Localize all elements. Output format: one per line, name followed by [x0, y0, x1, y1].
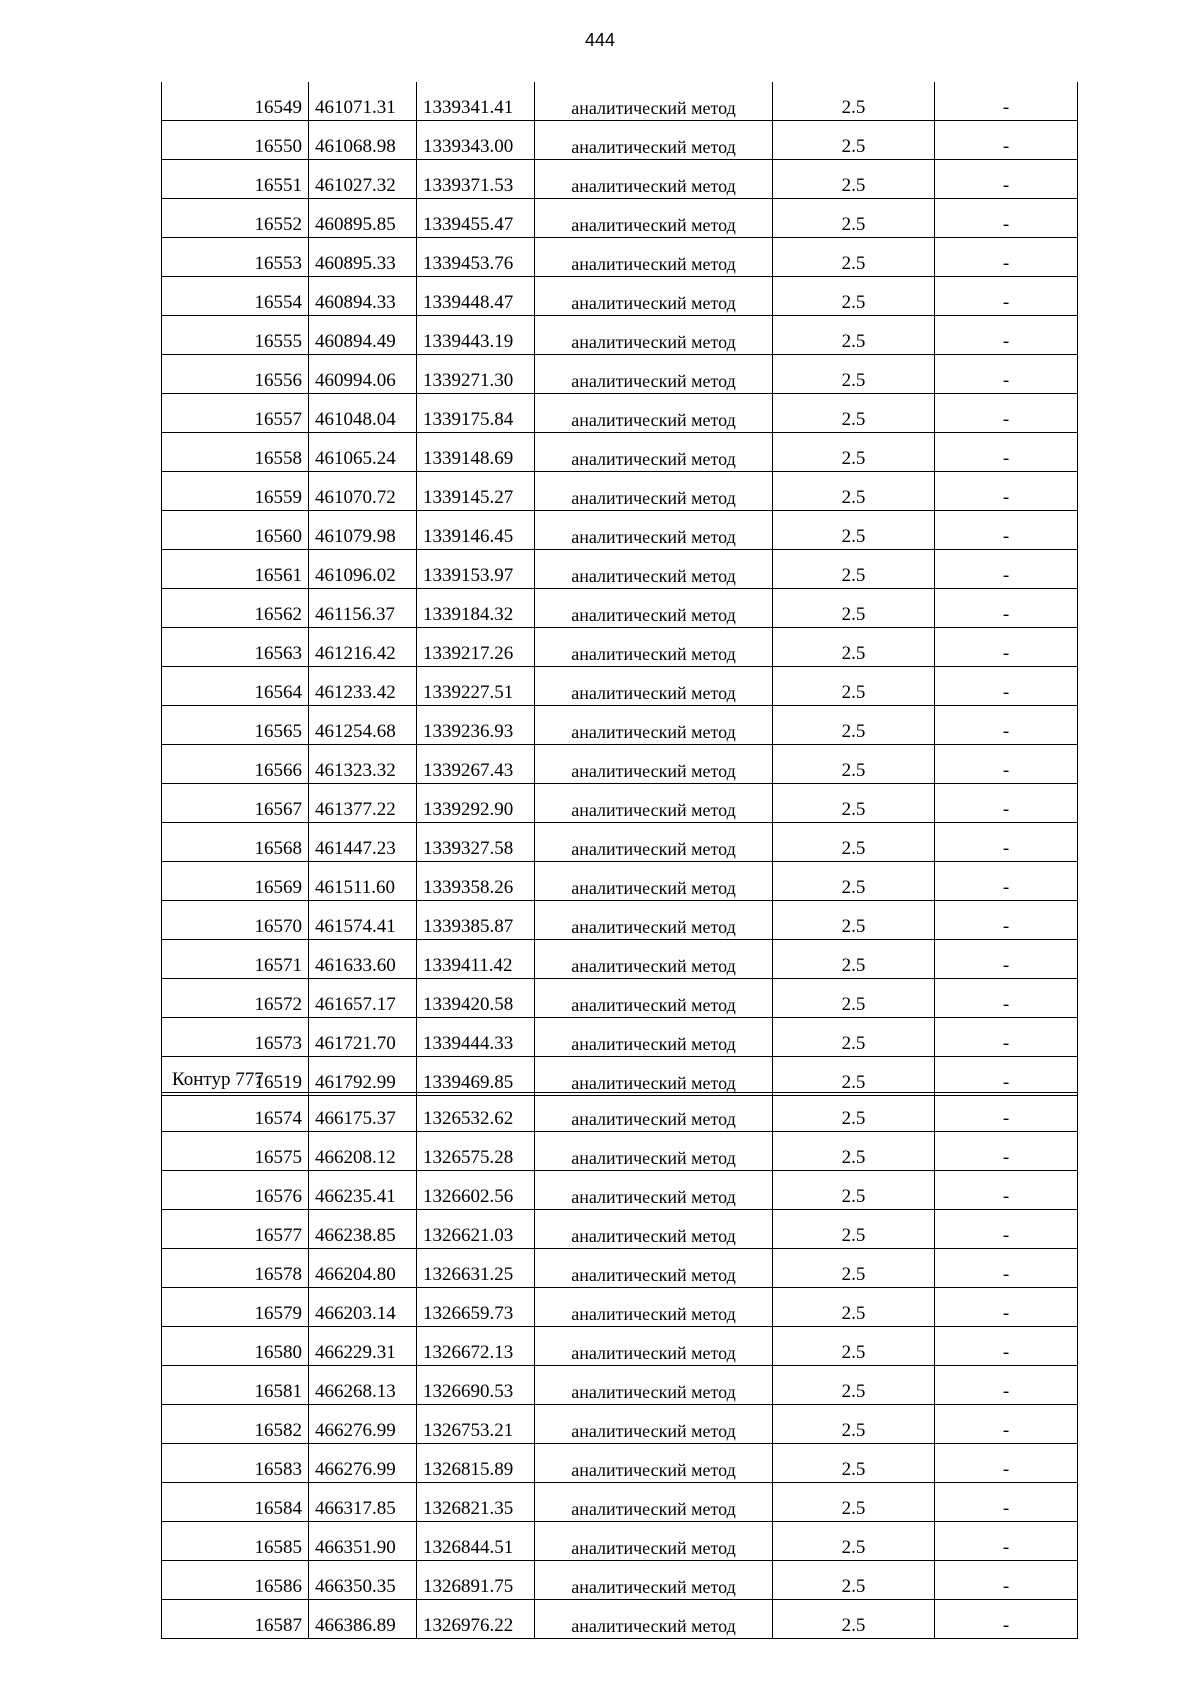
y-coordinate-cell: 1339146.45: [417, 511, 535, 550]
table-row: [162, 1444, 1078, 1483]
x-coordinate-cell: 461574.41: [309, 901, 417, 940]
description-cell: -: [935, 550, 1078, 589]
accuracy-cell: 2.5: [773, 511, 935, 550]
x-coordinate-cell: 466350.35: [309, 1561, 417, 1600]
description-cell: -: [935, 628, 1078, 667]
description-cell: -: [935, 160, 1078, 199]
method-cell: аналитический метод: [535, 1561, 773, 1600]
method-cell: аналитический метод: [535, 160, 773, 199]
accuracy-cell: 2.5: [773, 1327, 935, 1366]
accuracy-cell: 2.5: [773, 1288, 935, 1327]
table-row: [162, 1522, 1078, 1561]
accuracy-cell: 2.5: [773, 1522, 935, 1561]
method-cell: аналитический метод: [535, 589, 773, 628]
point-number-cell: 16563: [162, 628, 309, 667]
description-cell: -: [935, 745, 1078, 784]
point-number-cell: 16567: [162, 784, 309, 823]
point-number-cell: 16579: [162, 1288, 309, 1327]
accuracy-cell: 2.5: [773, 160, 935, 199]
accuracy-cell: 2.5: [773, 784, 935, 823]
accuracy-cell: 2.5: [773, 472, 935, 511]
method-cell: аналитический метод: [535, 433, 773, 472]
table-row: [162, 1057, 1078, 1096]
x-coordinate-cell: 466276.99: [309, 1444, 417, 1483]
description-cell: -: [935, 433, 1078, 472]
description-cell: -: [935, 706, 1078, 745]
y-coordinate-cell: 1339145.27: [417, 472, 535, 511]
x-coordinate-cell: 461096.02: [309, 550, 417, 589]
x-coordinate-cell: 460895.85: [309, 199, 417, 238]
description-cell: -: [935, 589, 1078, 628]
accuracy-cell: 2.5: [773, 1018, 935, 1057]
y-coordinate-cell: 1339469.85: [417, 1057, 535, 1096]
x-coordinate-cell: 466268.13: [309, 1366, 417, 1405]
x-coordinate-cell: 466238.85: [309, 1210, 417, 1249]
description-cell: -: [935, 1405, 1078, 1444]
table-row: [162, 1366, 1078, 1405]
x-coordinate-cell: 461065.24: [309, 433, 417, 472]
method-cell: аналитический метод: [535, 784, 773, 823]
y-coordinate-cell: 1339175.84: [417, 394, 535, 433]
method-cell: аналитический метод: [535, 979, 773, 1018]
table-row: [162, 1249, 1078, 1288]
accuracy-cell: 2.5: [773, 823, 935, 862]
description-cell: -: [935, 199, 1078, 238]
method-cell: аналитический метод: [535, 394, 773, 433]
y-coordinate-cell: 1339453.76: [417, 238, 535, 277]
y-coordinate-cell: 1326815.89: [417, 1444, 535, 1483]
x-coordinate-cell: 461079.98: [309, 511, 417, 550]
accuracy-cell: 2.5: [773, 1561, 935, 1600]
y-coordinate-cell: 1339420.58: [417, 979, 535, 1018]
table-row: [162, 901, 1078, 940]
x-coordinate-cell: 466351.90: [309, 1522, 417, 1561]
accuracy-cell: 2.5: [773, 1210, 935, 1249]
x-coordinate-cell: 466175.37: [309, 1093, 417, 1132]
x-coordinate-cell: 461048.04: [309, 394, 417, 433]
description-cell: -: [935, 316, 1078, 355]
point-number-cell: 16562: [162, 589, 309, 628]
accuracy-cell: 2.5: [773, 1366, 935, 1405]
point-number-cell: 16580: [162, 1327, 309, 1366]
description-cell: -: [935, 1288, 1078, 1327]
y-coordinate-cell: 1326672.13: [417, 1327, 535, 1366]
accuracy-cell: 2.5: [773, 745, 935, 784]
y-coordinate-cell: 1326976.22: [417, 1600, 535, 1639]
point-number-cell: 16584: [162, 1483, 309, 1522]
description-cell: -: [935, 1018, 1078, 1057]
y-coordinate-cell: 1339444.33: [417, 1018, 535, 1057]
y-coordinate-cell: 1326532.62: [417, 1093, 535, 1132]
description-cell: -: [935, 82, 1078, 121]
point-number-cell: 16571: [162, 940, 309, 979]
accuracy-cell: 2.5: [773, 667, 935, 706]
accuracy-cell: 2.5: [773, 1249, 935, 1288]
y-coordinate-cell: 1326844.51: [417, 1522, 535, 1561]
y-coordinate-cell: 1339217.26: [417, 628, 535, 667]
x-coordinate-cell: 466208.12: [309, 1132, 417, 1171]
description-cell: -: [935, 1171, 1078, 1210]
y-coordinate-cell: 1326690.53: [417, 1366, 535, 1405]
accuracy-cell: 2.5: [773, 199, 935, 238]
description-cell: -: [935, 862, 1078, 901]
x-coordinate-cell: 461721.70: [309, 1018, 417, 1057]
method-cell: аналитический метод: [535, 1288, 773, 1327]
method-cell: аналитический метод: [535, 823, 773, 862]
x-coordinate-cell: 461070.72: [309, 472, 417, 511]
point-number-cell: 16557: [162, 394, 309, 433]
point-number-cell: 16551: [162, 160, 309, 199]
description-cell: -: [935, 1483, 1078, 1522]
y-coordinate-cell: 1326891.75: [417, 1561, 535, 1600]
table-row: [162, 433, 1078, 472]
description-cell: -: [935, 1132, 1078, 1171]
y-coordinate-cell: 1339443.19: [417, 316, 535, 355]
table-row: [162, 1327, 1078, 1366]
method-cell: аналитический метод: [535, 1210, 773, 1249]
description-cell: -: [935, 979, 1078, 1018]
point-number-cell: 16573: [162, 1018, 309, 1057]
x-coordinate-cell: 461216.42: [309, 628, 417, 667]
table-row: [162, 238, 1078, 277]
description-cell: -: [935, 901, 1078, 940]
table-row: [162, 589, 1078, 628]
y-coordinate-cell: 1339184.32: [417, 589, 535, 628]
table-row: [162, 511, 1078, 550]
x-coordinate-cell: 461156.37: [309, 589, 417, 628]
accuracy-cell: 2.5: [773, 1405, 935, 1444]
y-coordinate-cell: 1326659.73: [417, 1288, 535, 1327]
table-row: [162, 1288, 1078, 1327]
y-coordinate-cell: 1339341.41: [417, 82, 535, 121]
y-coordinate-cell: 1326753.21: [417, 1405, 535, 1444]
table-row: [162, 199, 1078, 238]
description-cell: -: [935, 1600, 1078, 1639]
y-coordinate-cell: 1326602.56: [417, 1171, 535, 1210]
table-row: [162, 355, 1078, 394]
table-row: [162, 394, 1078, 433]
method-cell: аналитический метод: [535, 1600, 773, 1639]
x-coordinate-cell: 460894.33: [309, 277, 417, 316]
y-coordinate-cell: 1339267.43: [417, 745, 535, 784]
y-coordinate-cell: 1326631.25: [417, 1249, 535, 1288]
description-cell: -: [935, 1366, 1078, 1405]
accuracy-cell: 2.5: [773, 1444, 935, 1483]
point-number-cell: 16586: [162, 1561, 309, 1600]
description-cell: -: [935, 277, 1078, 316]
point-number-cell: 16585: [162, 1522, 309, 1561]
table-row: [162, 1171, 1078, 1210]
table-row: [162, 82, 1078, 121]
point-number-cell: 16564: [162, 667, 309, 706]
table-row: [162, 628, 1078, 667]
point-number-cell: 16550: [162, 121, 309, 160]
method-cell: аналитический метод: [535, 1522, 773, 1561]
table-row: [162, 823, 1078, 862]
method-cell: аналитический метод: [535, 901, 773, 940]
table-row: [162, 316, 1078, 355]
point-number-cell: 16570: [162, 901, 309, 940]
y-coordinate-cell: 1326621.03: [417, 1210, 535, 1249]
point-number-cell: 16566: [162, 745, 309, 784]
y-coordinate-cell: 1326821.35: [417, 1483, 535, 1522]
y-coordinate-cell: 1339385.87: [417, 901, 535, 940]
accuracy-cell: 2.5: [773, 979, 935, 1018]
point-number-cell: 16552: [162, 199, 309, 238]
x-coordinate-cell: 466386.89: [309, 1600, 417, 1639]
point-number-cell: 16559: [162, 472, 309, 511]
point-number-cell: 16553: [162, 238, 309, 277]
accuracy-cell: 2.5: [773, 1057, 935, 1096]
table-row: [162, 121, 1078, 160]
method-cell: аналитический метод: [535, 706, 773, 745]
x-coordinate-cell: 466203.14: [309, 1288, 417, 1327]
method-cell: аналитический метод: [535, 121, 773, 160]
x-coordinate-cell: 466229.31: [309, 1327, 417, 1366]
method-cell: аналитический метод: [535, 550, 773, 589]
y-coordinate-cell: 1339448.47: [417, 277, 535, 316]
point-number-cell: 16582: [162, 1405, 309, 1444]
y-coordinate-cell: 1339371.53: [417, 160, 535, 199]
x-coordinate-cell: 461511.60: [309, 862, 417, 901]
page-number: 444: [584, 30, 616, 50]
point-number-cell: 16555: [162, 316, 309, 355]
coordinates-table-continued: [161, 82, 1078, 1096]
description-cell: -: [935, 1210, 1078, 1249]
x-coordinate-cell: 460994.06: [309, 355, 417, 394]
x-coordinate-cell: 461792.99: [309, 1057, 417, 1096]
table-row: [162, 979, 1078, 1018]
x-coordinate-cell: 461323.32: [309, 745, 417, 784]
table-row: [162, 784, 1078, 823]
method-cell: аналитический метод: [535, 82, 773, 121]
description-cell: -: [935, 940, 1078, 979]
method-cell: аналитический метод: [535, 472, 773, 511]
method-cell: аналитический метод: [535, 238, 773, 277]
method-cell: аналитический метод: [535, 1405, 773, 1444]
method-cell: аналитический метод: [535, 628, 773, 667]
table-row: [162, 706, 1078, 745]
x-coordinate-cell: 461657.17: [309, 979, 417, 1018]
description-cell: -: [935, 1093, 1078, 1132]
table-row: [162, 1483, 1078, 1522]
method-cell: аналитический метод: [535, 1093, 773, 1132]
method-cell: аналитический метод: [535, 1249, 773, 1288]
x-coordinate-cell: 461027.32: [309, 160, 417, 199]
point-number-cell: 16554: [162, 277, 309, 316]
description-cell: -: [935, 1057, 1078, 1096]
x-coordinate-cell: 461633.60: [309, 940, 417, 979]
description-cell: -: [935, 238, 1078, 277]
accuracy-cell: 2.5: [773, 121, 935, 160]
method-cell: аналитический метод: [535, 1327, 773, 1366]
description-cell: -: [935, 1561, 1078, 1600]
description-cell: -: [935, 472, 1078, 511]
description-cell: -: [935, 355, 1078, 394]
description-cell: -: [935, 511, 1078, 550]
method-cell: аналитический метод: [535, 745, 773, 784]
y-coordinate-cell: 1339455.47: [417, 199, 535, 238]
x-coordinate-cell: 460894.49: [309, 316, 417, 355]
method-cell: аналитический метод: [535, 511, 773, 550]
accuracy-cell: 2.5: [773, 1093, 935, 1132]
y-coordinate-cell: 1339343.00: [417, 121, 535, 160]
description-cell: -: [935, 1444, 1078, 1483]
accuracy-cell: 2.5: [773, 901, 935, 940]
accuracy-cell: 2.5: [773, 394, 935, 433]
point-number-cell: 16583: [162, 1444, 309, 1483]
point-number-cell: 16576: [162, 1171, 309, 1210]
table-row: [162, 862, 1078, 901]
point-number-cell: 16568: [162, 823, 309, 862]
x-coordinate-cell: 461068.98: [309, 121, 417, 160]
point-number-cell: 16581: [162, 1366, 309, 1405]
accuracy-cell: 2.5: [773, 238, 935, 277]
x-coordinate-cell: 466204.80: [309, 1249, 417, 1288]
accuracy-cell: 2.5: [773, 1132, 935, 1171]
accuracy-cell: 2.5: [773, 1171, 935, 1210]
x-coordinate-cell: 461071.31: [309, 82, 417, 121]
method-cell: аналитический метод: [535, 277, 773, 316]
table-row: [162, 550, 1078, 589]
accuracy-cell: 2.5: [773, 1483, 935, 1522]
table-row: [162, 472, 1078, 511]
table-row: [162, 1093, 1078, 1132]
description-cell: -: [935, 823, 1078, 862]
method-cell: аналитический метод: [535, 1018, 773, 1057]
y-coordinate-cell: 1339327.58: [417, 823, 535, 862]
accuracy-cell: 2.5: [773, 433, 935, 472]
method-cell: аналитический метод: [535, 1057, 773, 1096]
accuracy-cell: 2.5: [773, 82, 935, 121]
x-coordinate-cell: 466235.41: [309, 1171, 417, 1210]
accuracy-cell: 2.5: [773, 940, 935, 979]
x-coordinate-cell: 466276.99: [309, 1405, 417, 1444]
x-coordinate-cell: 461233.42: [309, 667, 417, 706]
accuracy-cell: 2.5: [773, 706, 935, 745]
table-row: [162, 745, 1078, 784]
accuracy-cell: 2.5: [773, 628, 935, 667]
description-cell: -: [935, 1327, 1078, 1366]
point-number-cell: 16577: [162, 1210, 309, 1249]
method-cell: аналитический метод: [535, 355, 773, 394]
y-coordinate-cell: 1339148.69: [417, 433, 535, 472]
point-number-cell: 16549: [162, 82, 309, 121]
table-row: [162, 1132, 1078, 1171]
x-coordinate-cell: 461254.68: [309, 706, 417, 745]
y-coordinate-cell: 1339358.26: [417, 862, 535, 901]
point-number-cell: 16578: [162, 1249, 309, 1288]
table-row: [162, 940, 1078, 979]
y-coordinate-cell: 1339411.42: [417, 940, 535, 979]
description-cell: -: [935, 667, 1078, 706]
point-number-cell: 16572: [162, 979, 309, 1018]
x-coordinate-cell: 460895.33: [309, 238, 417, 277]
contour-label: Контур 777: [172, 1069, 264, 1090]
method-cell: аналитический метод: [535, 667, 773, 706]
point-number-cell: 16575: [162, 1132, 309, 1171]
method-cell: аналитический метод: [535, 1132, 773, 1171]
description-cell: -: [935, 784, 1078, 823]
method-cell: аналитический метод: [535, 862, 773, 901]
x-coordinate-cell: 461447.23: [309, 823, 417, 862]
method-cell: аналитический метод: [535, 1366, 773, 1405]
method-cell: аналитический метод: [535, 199, 773, 238]
point-number-cell: 16574: [162, 1093, 309, 1132]
method-cell: аналитический метод: [535, 1483, 773, 1522]
table-row: [162, 1018, 1078, 1057]
y-coordinate-cell: 1339271.30: [417, 355, 535, 394]
point-number-cell: 16565: [162, 706, 309, 745]
accuracy-cell: 2.5: [773, 550, 935, 589]
accuracy-cell: 2.5: [773, 862, 935, 901]
accuracy-cell: 2.5: [773, 277, 935, 316]
method-cell: аналитический метод: [535, 316, 773, 355]
accuracy-cell: 2.5: [773, 355, 935, 394]
y-coordinate-cell: 1339153.97: [417, 550, 535, 589]
point-number-cell: 16558: [162, 433, 309, 472]
accuracy-cell: 2.5: [773, 589, 935, 628]
point-number-cell: 16587: [162, 1600, 309, 1639]
table-row: [162, 1405, 1078, 1444]
table-row: [162, 1600, 1078, 1639]
point-number-cell: 16560: [162, 511, 309, 550]
table-row: [162, 277, 1078, 316]
y-coordinate-cell: 1339292.90: [417, 784, 535, 823]
accuracy-cell: 2.5: [773, 316, 935, 355]
y-coordinate-cell: 1339227.51: [417, 667, 535, 706]
point-number-cell: 16519: [162, 1057, 309, 1096]
description-cell: -: [935, 394, 1078, 433]
accuracy-cell: 2.5: [773, 1600, 935, 1639]
description-cell: -: [935, 1249, 1078, 1288]
method-cell: аналитический метод: [535, 1444, 773, 1483]
table-row: [162, 667, 1078, 706]
table-row: [162, 1210, 1078, 1249]
point-number-cell: 16556: [162, 355, 309, 394]
method-cell: аналитический метод: [535, 940, 773, 979]
point-number-cell: 16569: [162, 862, 309, 901]
table-row: [162, 1561, 1078, 1600]
description-cell: -: [935, 1522, 1078, 1561]
point-number-cell: 16561: [162, 550, 309, 589]
description-cell: -: [935, 121, 1078, 160]
x-coordinate-cell: 461377.22: [309, 784, 417, 823]
y-coordinate-cell: 1339236.93: [417, 706, 535, 745]
x-coordinate-cell: 466317.85: [309, 1483, 417, 1522]
y-coordinate-cell: 1326575.28: [417, 1132, 535, 1171]
coordinates-table-contour-777: [161, 1092, 1078, 1639]
table-row: [162, 160, 1078, 199]
method-cell: аналитический метод: [535, 1171, 773, 1210]
